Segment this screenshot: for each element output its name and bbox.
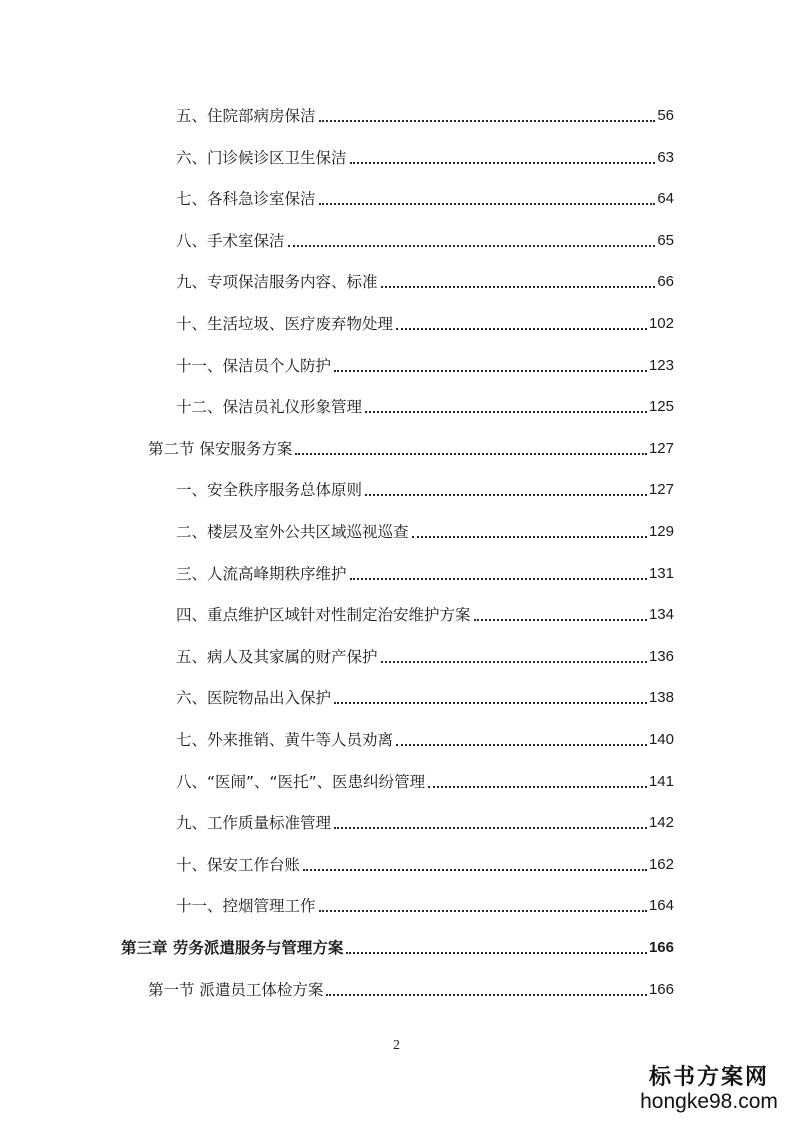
toc-entry[interactable] bbox=[148, 970, 674, 1000]
toc-entry[interactable] bbox=[176, 346, 674, 376]
toc-entry[interactable] bbox=[176, 387, 674, 417]
toc-leader-dots bbox=[295, 452, 647, 455]
toc-leader-dots bbox=[381, 285, 656, 288]
toc-entry[interactable] bbox=[121, 928, 674, 958]
toc-entry-page: 125 bbox=[648, 398, 674, 415]
toc-entry[interactable] bbox=[176, 886, 674, 916]
toc-entry-page: 140 bbox=[648, 731, 674, 748]
toc-leader-dots bbox=[334, 826, 647, 829]
toc-entry-page: 162 bbox=[648, 856, 674, 873]
toc-entry-page: 64 bbox=[657, 190, 674, 207]
toc-entry-label: 二、楼层及室外公共区域巡视巡查 bbox=[176, 523, 409, 541]
toc-entry-label: 三、人流高峰期秩序维护 bbox=[176, 565, 347, 583]
watermark-url: hongke98.com bbox=[640, 1090, 778, 1113]
toc-entry-label: 五、住院部病房保洁 bbox=[176, 107, 316, 125]
toc-leader-dots bbox=[350, 161, 656, 164]
toc-leader-dots bbox=[326, 993, 647, 996]
toc-entry-page: 166 bbox=[648, 981, 674, 998]
toc-leader-dots bbox=[365, 410, 647, 413]
toc-entry[interactable] bbox=[176, 678, 674, 708]
toc-entry[interactable] bbox=[176, 595, 674, 625]
toc-entry[interactable] bbox=[176, 221, 674, 251]
toc-leader-dots bbox=[474, 618, 647, 621]
toc-entry-label: 十、生活垃圾、医疗废弃物处理 bbox=[176, 315, 394, 333]
toc-entry[interactable] bbox=[176, 96, 674, 126]
toc-entry-label: 第二节 保安服务方案 bbox=[148, 440, 293, 458]
toc-leader-dots bbox=[334, 369, 647, 372]
toc-entry-label: 十一、保洁员个人防护 bbox=[176, 357, 332, 375]
site-watermark bbox=[639, 1064, 779, 1114]
toc-entry[interactable] bbox=[176, 720, 674, 750]
toc-entry[interactable] bbox=[176, 304, 674, 334]
toc-entry-label: 九、专项保洁服务内容、标准 bbox=[176, 273, 378, 291]
toc-entry-label: 五、病人及其家属的财产保护 bbox=[176, 648, 378, 666]
toc-entry-label: 十一、控烟管理工作 bbox=[176, 897, 316, 915]
toc-entry-page: 102 bbox=[648, 315, 674, 332]
toc-entry-label: 六、医院物品出入保护 bbox=[176, 689, 332, 707]
toc-entry-page: 56 bbox=[657, 107, 674, 124]
toc-entry-page: 166 bbox=[648, 939, 674, 956]
toc-entry-page: 66 bbox=[657, 273, 674, 290]
toc-entry[interactable] bbox=[176, 762, 674, 792]
toc-entry-label: 一、安全秩序服务总体原则 bbox=[176, 481, 363, 499]
toc-leader-dots bbox=[412, 535, 647, 538]
toc-entry-page: 127 bbox=[648, 481, 674, 498]
toc-leader-dots bbox=[319, 202, 656, 205]
toc-entry[interactable] bbox=[176, 512, 674, 542]
toc-entry-page: 164 bbox=[648, 897, 674, 914]
toc-entry-label: 十二、保洁员礼仪形象管理 bbox=[176, 398, 363, 416]
toc-entry-label: 第一节 派遣员工体检方案 bbox=[148, 981, 324, 999]
toc-leader-dots bbox=[346, 951, 647, 954]
toc-entry-label: 八、“医闹”、“医托”、医患纠纷管理 bbox=[176, 773, 426, 791]
toc-entry-label: 九、工作质量标准管理 bbox=[176, 814, 332, 832]
toc-entry[interactable] bbox=[176, 179, 674, 209]
toc-leader-dots bbox=[319, 909, 647, 912]
toc-entry-label: 八、手术室保洁 bbox=[176, 232, 285, 250]
toc-leader-dots bbox=[396, 327, 647, 330]
watermark-title: 标书方案网 bbox=[648, 1064, 769, 1090]
toc-entry-page: 129 bbox=[648, 523, 674, 540]
toc-leader-dots bbox=[319, 119, 656, 122]
toc-entry-label: 十、保安工作台账 bbox=[176, 856, 301, 874]
toc-leader-dots bbox=[396, 743, 647, 746]
toc-entry-label: 四、重点维护区域针对性制定治安维护方案 bbox=[176, 606, 471, 624]
toc-entry-page: 138 bbox=[648, 689, 674, 706]
toc-entry[interactable] bbox=[176, 845, 674, 875]
toc-entry[interactable] bbox=[176, 262, 674, 292]
toc-entry-page: 127 bbox=[648, 440, 674, 457]
page-number: 2 bbox=[393, 1038, 400, 1053]
toc-leader-dots bbox=[288, 244, 656, 247]
toc-entry[interactable] bbox=[176, 138, 674, 168]
toc-entry-page: 131 bbox=[648, 565, 674, 582]
toc-leader-dots bbox=[381, 660, 647, 663]
toc-leader-dots bbox=[350, 577, 647, 580]
toc-entry-page: 141 bbox=[648, 773, 674, 790]
toc-entry[interactable] bbox=[176, 470, 674, 500]
toc-leader-dots bbox=[334, 701, 647, 704]
toc-entry-page: 65 bbox=[657, 232, 674, 249]
toc-entry-label: 六、门诊候诊区卫生保洁 bbox=[176, 149, 347, 167]
toc-leader-dots bbox=[365, 493, 647, 496]
toc-entry-page: 63 bbox=[657, 149, 674, 166]
toc-entry[interactable] bbox=[176, 803, 674, 833]
toc-entry-label: 第三章 劳务派遣服务与管理方案 bbox=[121, 939, 344, 957]
toc-entry-label: 七、外来推销、黄牛等人员劝离 bbox=[176, 731, 394, 749]
toc-leader-dots bbox=[428, 785, 647, 788]
toc-entry-page: 142 bbox=[648, 814, 674, 831]
toc-entry-page: 134 bbox=[648, 606, 674, 623]
toc-entry[interactable] bbox=[176, 637, 674, 667]
toc-entry-page: 136 bbox=[648, 648, 674, 665]
toc-entry-page: 123 bbox=[648, 357, 674, 374]
toc-entry[interactable] bbox=[176, 554, 674, 584]
toc-leader-dots bbox=[303, 868, 647, 871]
toc-entry-label: 七、各科急诊室保洁 bbox=[176, 190, 316, 208]
toc-entry[interactable] bbox=[148, 429, 674, 459]
